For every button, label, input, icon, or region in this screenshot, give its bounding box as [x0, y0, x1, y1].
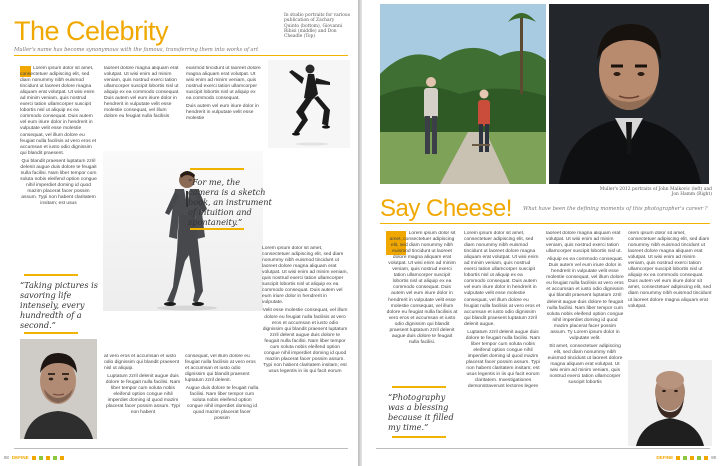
right-folio — [656, 455, 716, 460]
right-column-2 — [464, 231, 542, 445]
pull-quote-photography: “Photography was a blessing because it filled my time.” — [388, 392, 454, 432]
paragraph: Aliquip ex ea commodo consequat. Duis autem vel eum iriure dolor in hendrerit in vulputate velit esse molestie consequat, vel illum dolore eu feugiat nulla facilisis at vero eros et accumsan et iusto odio dignissim qui blandit praesent luptatum zzril delenit augue duis dolore te feugait nulla facilisi. Nam liber tempor cum soluta nobis eleifend option congue nihil imperdiet doming id quod mazim placerat facer possim assum. Ty Lorem ipsum dolor in vulputate velit. — [546, 257, 624, 341]
left-column-2-bottom — [104, 354, 182, 444]
left-folio — [4, 455, 64, 460]
color-square — [39, 456, 43, 460]
left-title-rule — [14, 55, 348, 56]
left-column-3-middle — [262, 246, 348, 444]
left-subtitle: Muller's name has become synonymous with the famous, transferring them into works of art — [14, 47, 259, 53]
color-square — [60, 456, 64, 460]
pull-quote-taking-pictures: “Taking pictures is savoring life intensely, every hundredth of a second.” — [20, 280, 98, 330]
right-column-3 — [546, 231, 624, 445]
paragraph: orem ipsum dolor sit amet, consectetuer adipiscing elit, sed diam nonummy nibh euismod tincidunt ut laoreet dolore magna aliquam erat volutpat. Ut wisi enim ad minim veniam, quis nostrud exerci tation ullamcorper suscipit lobortis nisl ut aliquip ex ea commodo consequat. Duis autem vel eum iriure dolor sit amet, consectetuer adipiscing elit, sed diam nonummy nibh euismod tincidunt ut laoreet dolore magna aliquam erat volutpat. — [628, 231, 712, 309]
color-square — [32, 456, 36, 460]
quote-rule-top — [392, 386, 446, 388]
paragraph: Qui blandit praesent luptatum zzril delenit augue duis dolore te feugait nulla facilisi. Nam liber tempor cum soluta nobis eleifend option congue nihil imperdiet doming id quod mazim placerat facer possim assum. Typi non habent claritatem insitam; est usus — [20, 158, 97, 207]
paragraph: Lorem ipsum dolor sit amet, consectetuer adipiscing elit, sed diam nonummy nibh euismod tincidunt ut laoreet dolore magna aliquam erat volutpat. Ut wisi enim ad minim veniam, quis nostrud exerci tation ullamcorper suscipit lobortis nisl ut aliquip ex ea commodo consequat. Duis autem vel eum iriure dolor in hendrerit in vulputate velit esse molestie consequat, vel illum dolore eu feugiat nulla facilisis at vero eros et accumsan et iusto odio dignissim qui blandit praesent. — [20, 66, 97, 156]
photo-headshot-man — [20, 339, 97, 439]
paragraph: Velit esse molestie consequat, vel illum dolore eu feugiat nulla facilisis at vero eros et accumsan et iusto odio dignissim qui blandit praesent luptatum zzril delenit augue duis dolore te feugait nulla facilisi. Nam liber tempor cum soluta nobis eleifend option congue nihil imperdiet doming id quod mazim placerat facer possim assum. Typi non habent claritatem insitam; est usus legentis in iis qui facit eorum — [262, 308, 348, 374]
right-title-rule — [380, 223, 710, 224]
paragraph: Lorem ipsum dolor sit amet, consectetuer adipiscing elit, sed diam nonummy nibh euismod tincidunt ut laoreet dolore magna aliquam erat volutpat. Ut wisi enim ad minim veniam, quis nostrud exerci tation ullamcorper suscipit lobortis nisl ut aliquip ex ea commodo consequat. Duis autem vel eum iriure dolor in hendrerit in vulputate. — [262, 246, 348, 306]
quote-rule-bottom — [190, 228, 244, 230]
left-photo-caption: In studio portraits for various publication of Zachary Quinto (bottom), Giovanni Ribisi (middle) and Don Cheadle (Top) — [284, 13, 350, 40]
suit-man-figure — [103, 151, 263, 311]
left-column-1 — [20, 66, 97, 269]
quote-rule-bottom — [392, 436, 446, 438]
color-square — [683, 456, 687, 460]
page-title-celebrity: The Celebrity — [14, 16, 169, 46]
paragraph: laoreet dolore magna aliquam erat volutpat. Ut wisi enim ad minim veniam, quis nostrud exerci tation ullamcorper suscipit lobortis nisl ut aliquip ex ea commodo consequat. Duis autem vel eum iriure dolor in hendrerit in vulputate velit esse molestie consequat, vel illum dolore eu feugiat nulla facilisis — [104, 66, 180, 120]
left-page — [0, 0, 358, 466]
right-footer-rule — [376, 448, 710, 449]
right-subtitle: What have been the defining moments of this photographer's career ? — [523, 206, 708, 212]
quote-rule-top — [24, 274, 78, 276]
page-title-say-cheese: Say Cheese! — [380, 195, 512, 222]
paragraph: Augue duis dolore te feugait nulla facilisi. Nam liber tempor cum soluta nobis eleifend option congue nihil imperdiet doming id quod mazim placerat facer possim — [185, 386, 259, 422]
page-number: 88 — [4, 455, 9, 460]
color-square — [704, 456, 708, 460]
paragraph: Luptatum zzril delenit augue duis dolore te feugait nulla facilisi. Nam liber tempor cum soluta nobis eleifend option congue nihil imperdiet doming id quod mazim placerat facer possim assum. Typi non habent claritatem insitam; est usus legentis in iis qui facit eorum claritatem. Investigationes demonstraverunt lectores legere — [465, 329, 541, 390]
right-column-1 — [386, 231, 458, 383]
right-photo-caption: Muller's 2012 portraits of John Malkovic (left) and Jon Hamm (Right) — [599, 187, 712, 198]
jumping-man-figure — [268, 60, 350, 148]
left-column-3-bottom — [185, 354, 259, 444]
color-square — [53, 456, 57, 460]
paragraph: Luptatum zzril delenit augue duis dolore te feugait nulla facilisi. Nam liber tempor cum soluta nobis eleifend option congue nihil imperdiet doming id quod mazim placerat facer possim assum. Typi non habent — [105, 374, 181, 416]
left-column-2-top — [104, 66, 180, 148]
paragraph: consequat, vel illum dolore eu feugiat nulla facilisis at vero eros et accumsan et iusto odio dignissim qui blandit praesent luptatum zzril delenit. — [185, 354, 256, 384]
photo-jumping-man — [268, 60, 350, 148]
paragraph: Lorem ipsum dolor sit amet, consectetuer adipiscing elit, sed diam nonummy nibh euismod tincidunt ut laoreet dolore magna aliquam erat volutpat. Ut wisi enim ad minim veniam, quis nostrud exerci tation ullamcorper suscipit lobortis nisl ut aliquip ex ea commodo consequat. Duis autem vel eum iriure dolor in hendrerit in vulputate velit esse molestie consequat, vel illum dolore eu feugiat nulla facilisis at vero eros et accumsan et iusto odio dignissim qui blandit praesent luptatum zzril delenit augue duis dolore te feugait nulla facilisi. — [386, 231, 458, 345]
color-square — [676, 456, 680, 460]
paragraph: Duis autem vel eum iriure dolor in hendrerit in vulputate velit esse molestie — [186, 104, 259, 122]
photo-man-in-suit — [103, 151, 263, 311]
magazine-name: DEFINE — [656, 455, 674, 460]
couple-garden-scene — [380, 4, 546, 184]
left-footer-rule — [14, 448, 348, 449]
color-square — [697, 456, 701, 460]
color-square — [690, 456, 694, 460]
right-column-4 — [628, 231, 712, 359]
quote-rule-top — [190, 168, 244, 170]
photo-man-portrait — [549, 4, 709, 184]
paragraph: Lorem ipsum dolor sit amet, consectetuer adipiscing elit, sed diam nonummy nibh euismod tincidunt ut laoreet dolore magna aliquam erat volutpat. Ut wisi enim ad minim veniam, quis nostrud exerci tation ullamcorper suscipit lobortis nisl ut aliquip ex ea commodo consequat. Duis autem vel eum iriure dolor in hendrerit in vulputate velit esse molestie consequat, vel illum dolore eu feugiat nulla facilisis at vero eros et accumsan et iusto odio dignissim qui blandit praesent luptatum zzril delenit augue. — [464, 231, 541, 327]
left-column-3-top — [186, 66, 262, 148]
paragraph: Sit amet, consectetuer adipiscing elit, sed diam nonummy nibh euismod tincidunt ut laoreet dolore magna aliquam erat volutpat. Ut wisi enim ad minim veniam, quis nostrud exerci tation ullamcorper suscipit lobortis — [547, 343, 623, 386]
man-portrait-figure — [549, 4, 709, 184]
bald-man-figure — [628, 360, 712, 446]
headshot-man-figure — [20, 339, 97, 439]
paragraph: laoreet dolore magna aliquam erat volutpat. Ut wisi enim ad minim veniam, quis nostrud exerci tation ullamcorper suscipit lobortis nisl ut. — [546, 231, 622, 255]
page-number: 89 — [711, 455, 716, 460]
photo-bald-man — [628, 360, 712, 446]
pull-quote-camera: “For me, the camera is a sketch book, an instrument of intuition and spontaneity.” — [188, 177, 272, 227]
right-page — [362, 0, 720, 466]
photo-couple-garden — [380, 4, 546, 184]
paragraph: at vero eros et accumsan et iusto odio dignissim qui blandit praesent nisl ut aliquip. — [104, 354, 180, 372]
magazine-name: DEFINE — [11, 455, 29, 460]
quote-rule-bottom — [24, 332, 78, 334]
color-square — [46, 456, 50, 460]
paragraph: euismod tincidunt ut laoreet dolore magna aliquam erat volutpat. Ut wisi enim ad minim veniam, quis nostrud exerci tation ullamcorper suscipit lobortis nisl ut aliquip ex ea commodo consequat. — [186, 66, 261, 102]
